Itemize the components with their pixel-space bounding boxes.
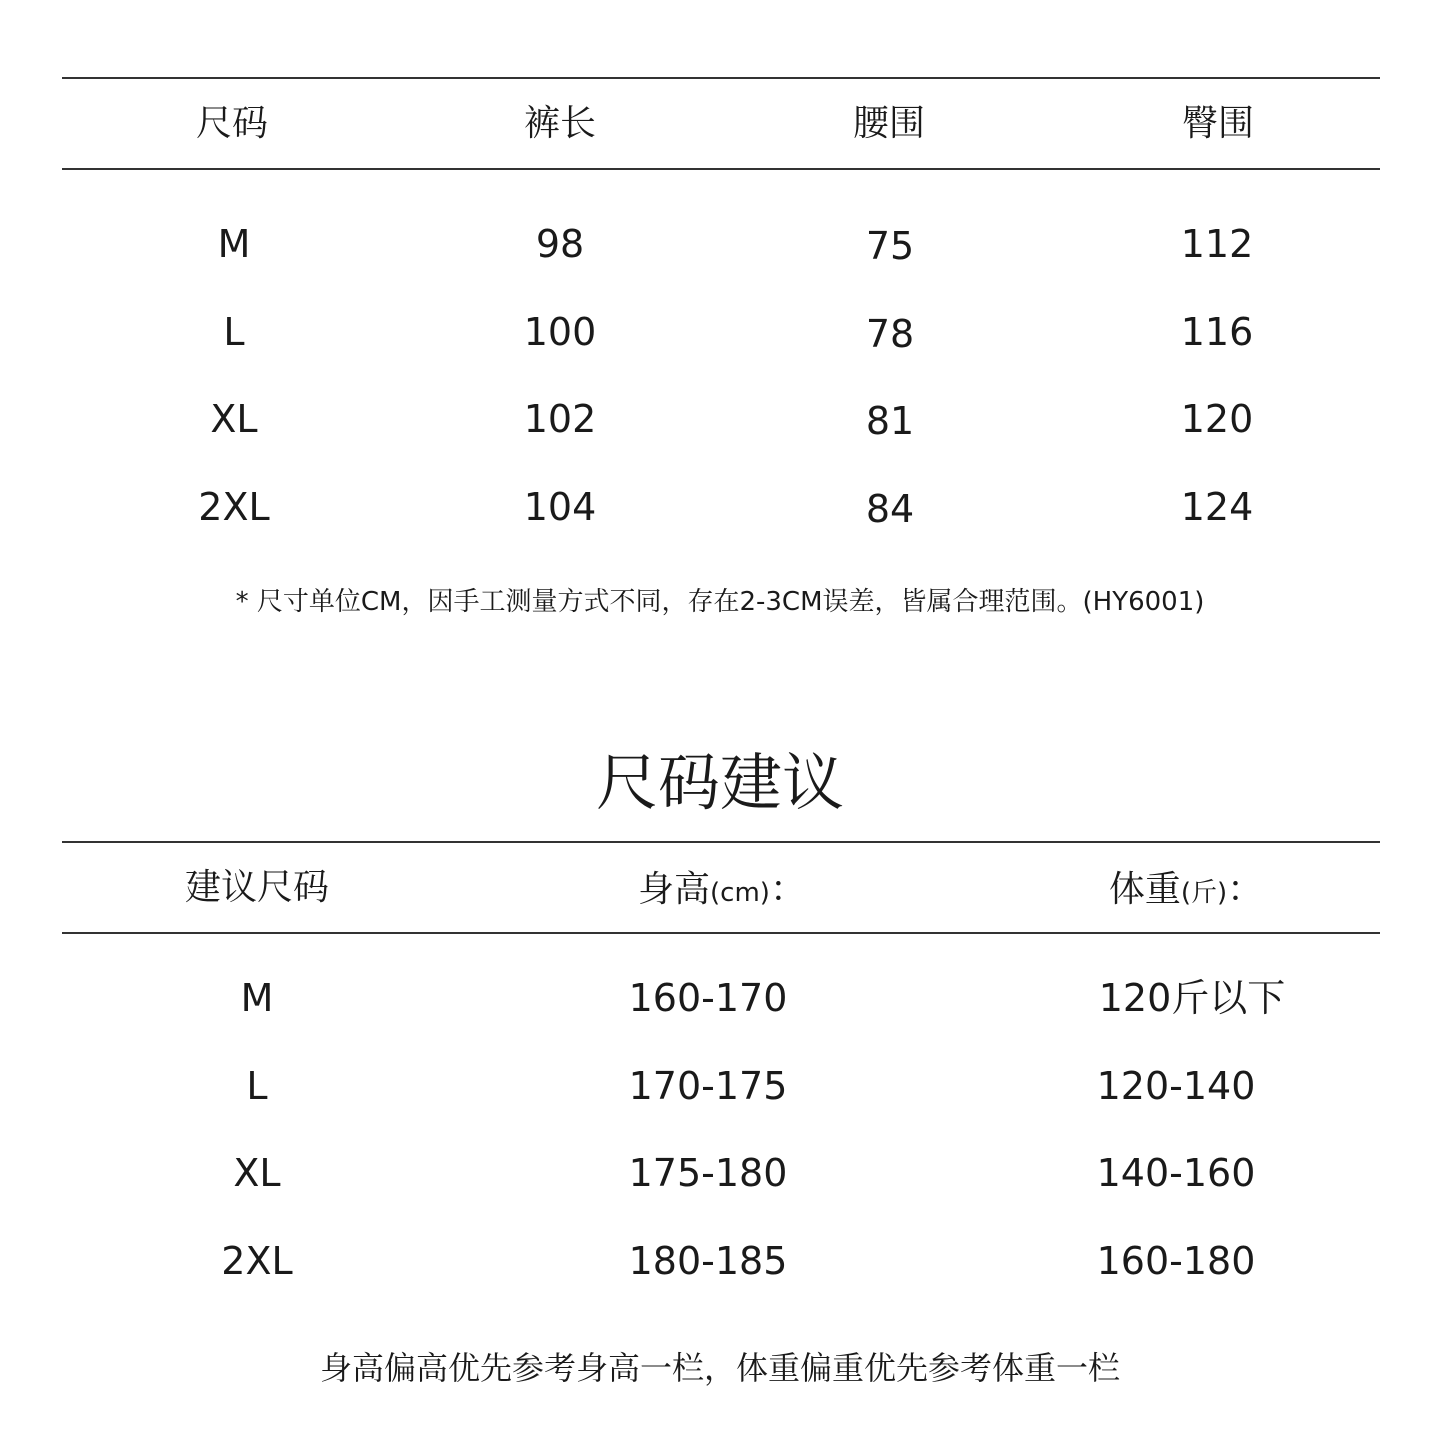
- height-colon: ：: [769, 869, 806, 910]
- header-weight: [1108, 869, 1264, 910]
- length-cell: 98: [535, 222, 585, 266]
- size-cell: 2XL: [221, 1239, 293, 1283]
- size-cell: L: [246, 1064, 268, 1108]
- recommend-header-rule: [62, 932, 1380, 934]
- length-cell: 100: [523, 310, 597, 354]
- size-cell: M: [240, 976, 274, 1020]
- size-cell: M: [217, 222, 251, 266]
- measurement-note: * 尺寸单位CM，因手工测量方式不同，存在2-3CM误差，皆属合理范围。(HY6001): [235, 587, 1205, 617]
- weight-colon: ：: [1227, 869, 1264, 910]
- recommend-top-rule: [62, 841, 1380, 843]
- height-cell: 180-185: [628, 1239, 788, 1283]
- recommendation-note: 身高偏高优先参考身高一栏，体重偏重优先参考体重一栏: [319, 1349, 1120, 1387]
- length-cell: 102: [523, 397, 597, 441]
- weight-cell: 160-180: [1096, 1239, 1256, 1283]
- weight-cell: 120斤以下: [1098, 976, 1286, 1020]
- waist-cell: 84: [865, 487, 915, 531]
- height-cell: 170-175: [628, 1064, 788, 1108]
- weight-unit: (斤): [1180, 878, 1228, 908]
- size-cell: 2XL: [198, 485, 270, 529]
- size-cell: XL: [210, 397, 258, 441]
- height-unit: (cm): [710, 878, 770, 908]
- waist-cell: 78: [865, 312, 915, 356]
- weight-cell: 120-140: [1096, 1064, 1256, 1108]
- header-recommended-size: 建议尺码: [184, 867, 330, 908]
- header-waist: 腰围: [852, 103, 926, 144]
- weight-label: 体重: [1108, 869, 1181, 910]
- hip-cell: 112: [1180, 222, 1254, 266]
- header-height: [638, 869, 806, 910]
- height-cell: 175-180: [628, 1151, 788, 1195]
- length-cell: 104: [523, 485, 597, 529]
- height-label: 身高: [638, 869, 711, 910]
- header-pants-length: 裤长: [523, 103, 597, 144]
- size-cell: L: [223, 310, 245, 354]
- size-cell: XL: [233, 1151, 281, 1195]
- recommendation-title: 尺码建议: [595, 746, 844, 819]
- header-hip: 臀围: [1181, 103, 1255, 144]
- header-size: 尺码: [195, 103, 269, 144]
- hip-cell: 120: [1180, 397, 1254, 441]
- waist-cell: 75: [865, 224, 915, 268]
- height-cell: 160-170: [628, 976, 788, 1020]
- table-header-rule: [62, 168, 1380, 170]
- hip-cell: 124: [1180, 485, 1254, 529]
- table-top-rule: [62, 77, 1380, 79]
- hip-cell: 116: [1180, 310, 1254, 354]
- weight-cell: 140-160: [1096, 1151, 1256, 1195]
- waist-cell: 81: [865, 399, 915, 443]
